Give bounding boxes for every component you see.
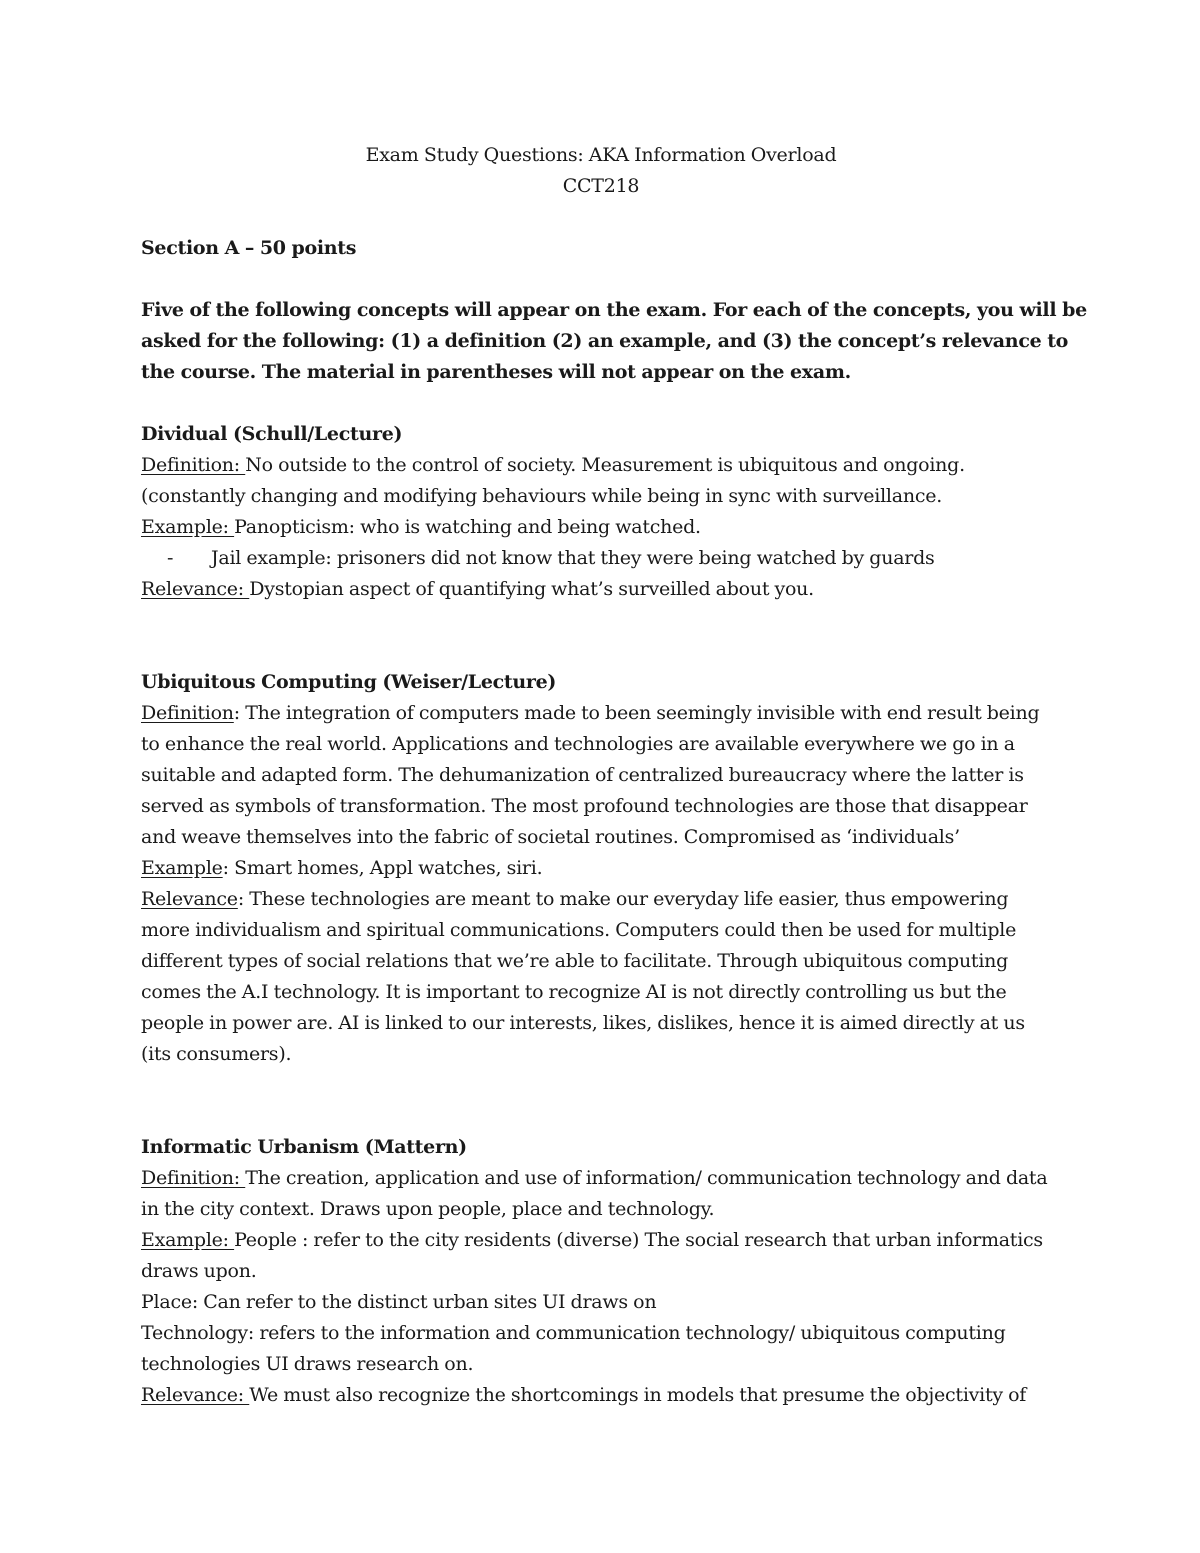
- example-label: Example: [141, 857, 223, 879]
- relevance-label: Relevance:: [141, 578, 250, 600]
- example-text: Panopticism: who is watching and being watched.: [234, 516, 701, 538]
- example-line: [141, 853, 1061, 884]
- concept-dividual: [141, 419, 1061, 605]
- definition-line: [141, 1163, 1061, 1194]
- relevance-text: Dystopian aspect of quantifying what’s surveilled about you.: [249, 578, 814, 600]
- bullet-dash: -: [167, 547, 174, 569]
- example-text: People : refer to the city residents (diverse) The social research that urban informatics: [234, 1229, 1043, 1251]
- definition-text: served as symbols of transformation. The most profound technologies are those that disappear: [141, 795, 1028, 817]
- relevance-line: [141, 574, 1061, 605]
- example-line: [141, 512, 1061, 543]
- bullet-text: Jail example: prisoners did not know that they were being watched by guards: [211, 547, 935, 569]
- example-text: Technology: refers to the information and communication technology/ ubiquitous computing: [141, 1322, 1006, 1344]
- instruction-line: the course. The material in parentheses will not appear on the exam.: [141, 361, 851, 383]
- relevance-text: : These technologies are meant to make our everyday life easier, thus empowering: [237, 888, 1009, 910]
- relevance-text: We must also recognize the shortcomings in models that presume the objectivity of: [249, 1384, 1027, 1406]
- relevance-label: Relevance:: [141, 1384, 250, 1406]
- instruction-line: Five of the following concepts will appear on the exam. For each of the concepts, you will be: [141, 299, 1087, 321]
- concept-title: Informatic Urbanism (Mattern): [141, 1136, 467, 1158]
- relevance-line: [141, 884, 1061, 915]
- definition-text: The creation, application and use of information/ communication technology and data: [245, 1167, 1048, 1189]
- definition-line: [141, 450, 1061, 481]
- section-heading: Section A – 50 points: [141, 237, 357, 259]
- definition-label: Definition:: [141, 454, 246, 476]
- example-text: : Smart homes, Appl watches, siri.: [222, 857, 543, 879]
- relevance-text: people in power are. AI is linked to our interests, likes, dislikes, hence it is aimed directly at us: [141, 1012, 1025, 1034]
- relevance-line: [141, 1380, 1061, 1411]
- definition-text: : The integration of computers made to been seemingly invisible with end result being: [233, 702, 1040, 724]
- definition-text: in the city context. Draws upon people, place and technology.: [141, 1198, 715, 1220]
- example-text: Place: Can refer to the distinct urban sites UI draws on: [141, 1291, 657, 1313]
- relevance-text: comes the A.I technology. It is important to recognize AI is not directly controlling us but the: [141, 981, 1007, 1003]
- instructions: [141, 295, 1087, 388]
- concept-title: Dividual (Schull/Lecture): [141, 423, 403, 445]
- example-line: [141, 1225, 1061, 1256]
- instruction-line: asked for the following: (1) a definition (2) an example, and (3) the concept’s relevance to: [141, 330, 1069, 352]
- definition-label: Definition: [141, 702, 234, 724]
- concept-informatic-urbanism: [141, 1132, 1061, 1411]
- bullet-item: [141, 543, 1061, 574]
- document-title: Exam Study Questions: AKA Information Overload: [365, 144, 837, 166]
- definition-label: Definition:: [141, 1167, 246, 1189]
- concept-title: Ubiquitous Computing (Weiser/Lecture): [141, 671, 557, 693]
- relevance-text: different types of social relations that we’re able to facilitate. Through ubiquitous computing: [141, 950, 1009, 972]
- concept-ubiquitous-computing: [141, 667, 1061, 1070]
- definition-text: to enhance the real world. Applications and technologies are available everywhere we go in a: [141, 733, 1015, 755]
- relevance-label: Relevance: [141, 888, 238, 910]
- definition-text: and weave themselves into the fabric of societal routines. Compromised as ‘individuals’: [141, 826, 960, 848]
- definition-line: [141, 698, 1061, 729]
- document-body: [141, 140, 1087, 1411]
- example-text: draws upon.: [141, 1260, 257, 1282]
- definition-text: No outside to the control of society. Measurement is ubiquitous and ongoing.: [245, 454, 965, 476]
- example-label: Example:: [141, 1229, 235, 1251]
- relevance-text: more individualism and spiritual communications. Computers could then be used for multiple: [141, 919, 1017, 941]
- course-code: CCT218: [562, 175, 640, 197]
- relevance-text: (its consumers).: [141, 1043, 292, 1065]
- definition-text: (constantly changing and modifying behaviours while being in sync with surveillance.: [141, 485, 942, 507]
- example-label: Example:: [141, 516, 235, 538]
- example-text: technologies UI draws research on.: [141, 1353, 474, 1375]
- definition-text: suitable and adapted form. The dehumanization of centralized bureaucracy where the latter is: [141, 764, 1024, 786]
